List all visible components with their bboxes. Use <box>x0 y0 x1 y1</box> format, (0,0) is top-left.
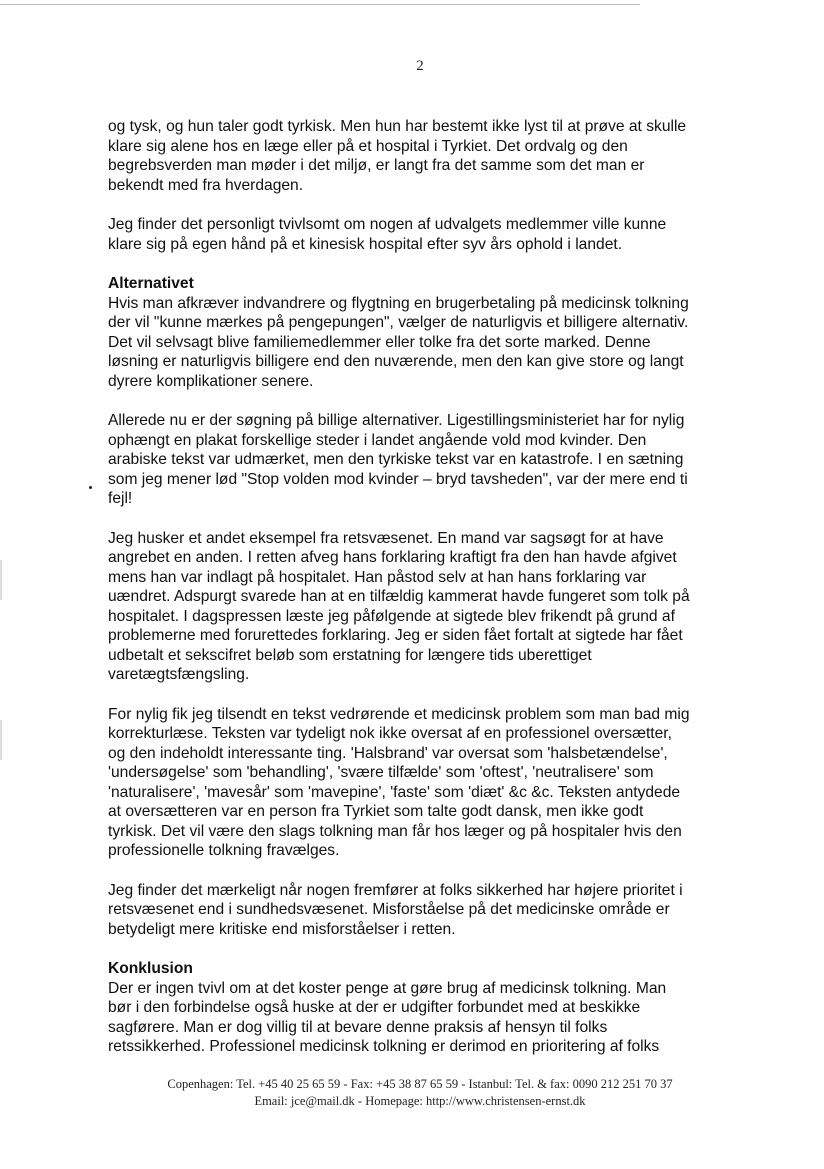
footer-contact-line: Copenhagen: Tel. +45 40 25 65 59 - Fax: +45 38 87 65 59 - Istanbul: Tel. & fax: 0090 212 251 70 37 <box>167 1077 673 1091</box>
paragraph: Jeg finder det personligt tvivlsomt om nogen af udvalgets medlemmer ville kunne klare sig på egen hånd på et kinesisk hospital efter syv års ophold i landet. <box>108 216 667 253</box>
paragraph: Hvis man afkræver indvandrere og flygtning en brugerbetaling på medicinsk tolkning der vil "kunne mærkes på pengepungen", vælger de naturligvis et billigere alternativ. Det vil selvsagt blive familiemedlemmer eller tolke fra det sorte marked. Denne løsning er naturligvis billigere end den nuværende, men den kan give store og langt dyrere komplikationer senere. <box>108 294 689 390</box>
paragraph: Jeg finder det mærkeligt når nogen fremfører at folks sikkerhed har højere prioritet i retsvæsenet end i sundhedsvæsenet. Misforståelse på det medicinske område er betydeligt mere kritiske end misforståelser i retten. <box>108 881 683 938</box>
section-heading-konklusion: Konklusion <box>108 960 193 977</box>
document-body <box>108 117 740 1057</box>
section-heading-alternativet: Alternativet <box>108 275 194 292</box>
paragraph: For nylig fik jeg tilsendt en tekst vedrørende et medicinsk problem som man bad mig korrekturlæse. Teksten var tydeligt nok ikke oversat af en professionel oversætter, og den indeholdt interessante ting. 'Halsbrand' var oversat som 'halsbetændelse', 'undersøgelse' som 'behandling', 'svære tilfælde' som 'oftest', 'neutralisere' som 'naturalisere', 'mavesår' som 'mavepine', 'faste' som 'diæt' &c &c. Teksten antydede at oversætteren var en person fra Tyrkiet som talte godt dansk, men ikke godt tyrkisk. Det vil være den slags tolkning man får hos læger og på hospitaler hvis den professionelle tolkning fravælges. <box>108 705 690 859</box>
paragraph: og tysk, og hun taler godt tyrkisk. Men hun har bestemt ikke lyst til at prøve at skulle klare sig alene hos en læge eller på et hospital i Tyrkiet. Det ordvalg og den begrebsverden man møder i det miljø, er langt fra det samme som det man er bekendt med fra hverdagen. <box>108 118 687 194</box>
paragraph: Jeg husker et andet eksempel fra retsvæsenet. En mand var sagsøgt for at have angrebet en anden. I retten afveg hans forklaring kraftigt fra den han havde afgivet mens han var indlagt på hospitalet. Han påstod selv at han hans forklaring var uændret. Adspurgt svarede han at en tilfældig kammerat havde fungeret som tolk på hospitalet. I dagspressen læste jeg påfølgende at sigtede blev frikendt på grund af problemerne med forurettedes forklaring. Jeg er siden fået fortalt at sigtede har fået udbetalt et sekscifret beløb som erstatning for længere tids uberettiget varetægtsfængsling. <box>108 529 690 683</box>
scan-edge-mark <box>0 560 2 600</box>
footer-web-line: Email: jce@mail.dk - Homepage: http://www.christensen-ernst.dk <box>254 1094 586 1108</box>
page-number: 2 <box>416 58 424 74</box>
bullet-dot <box>89 486 92 489</box>
page-footer <box>0 1076 824 1110</box>
paragraph: Der er ingen tvivl om at det koster penge at gøre brug af medicinsk tolkning. Man bør i den forbindelse også huske at der er udgifter forbundet med at beskikke sagførere. Man er dog villig til at bevare denne praksis af hensyn til folks retssikkerhed. Professionel medicinsk tolkning er derimod en prioritering af folks <box>108 979 667 1055</box>
paragraph: Allerede nu er der søgning på billige alternativer. Ligestillingsministeriet har for nylig ophængt en plakat forskellige steder i landet angående vold mod kvinder. Den arabiske tekst var udmærket, men den tyrkiske tekst var en katastrofe. I en sætning som jeg mener lød "Stop volden mod kvinder – bryd tavsheden", var der mere end ti fejl! <box>108 412 688 507</box>
scan-edge-line <box>0 4 640 5</box>
scan-edge-mark <box>0 720 2 760</box>
